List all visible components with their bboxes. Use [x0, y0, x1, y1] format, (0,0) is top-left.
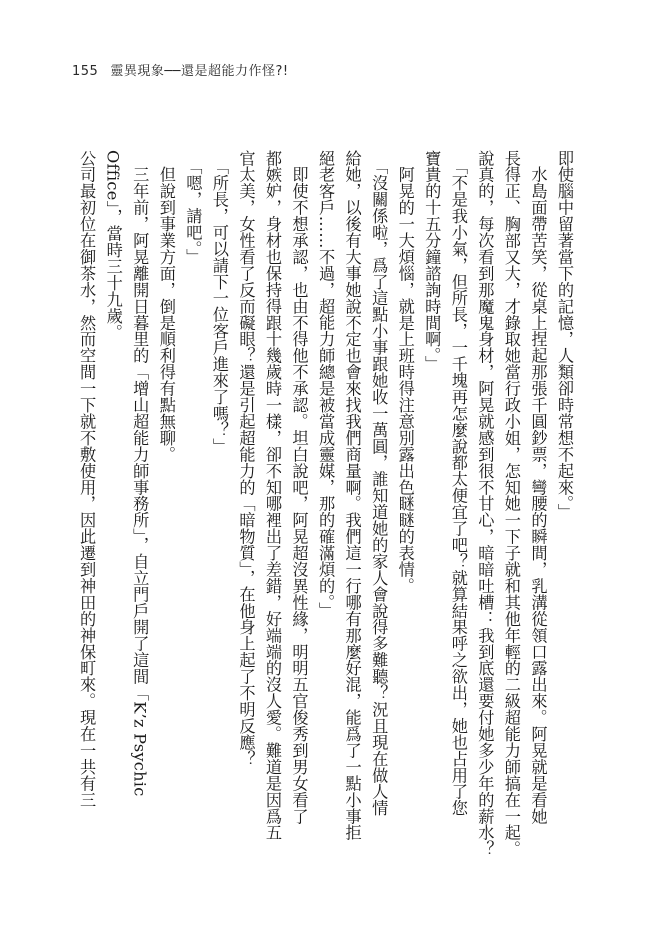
running-title: 靈異現象──還是超能力作怪?!: [110, 64, 289, 79]
text-line: 「所長，可以請下一位客戶進來了嗎？」: [209, 150, 229, 455]
text-line: 長得正、胸部又大，才錄取她當行政小姐，怎知她一下子就和其他年輕的二級超能力師搞在一起。: [501, 150, 521, 858]
text-line: 絕老客戶……不過，超能力師總是被當成靈媒，那的確滿煩的。」: [316, 150, 336, 619]
text-line: 都嫉妒，身材也保持得跟十幾歲時一樣，卻不知哪裡出了差錯，好端端的沒人愛。難道是因爲五: [262, 150, 282, 841]
text-line: 但說到事業方面，倒是順利得有點無聊。: [156, 150, 176, 463]
text-line: 即使腦中留著當下的記憶，人類卻時常想不起來。」: [555, 150, 574, 521]
text-line: 給她，以後有大事她說不定也會來找我們商量啊。我們這一行哪有那麼好混，能爲了一點小事拒: [342, 150, 362, 841]
text-line: 公司最初位在御茶水，然而空間一下就不敷使用，因此遷到神田的神保町來。現在一共有三: [77, 150, 97, 808]
body-text: [73, 150, 577, 858]
page-number: 155: [72, 64, 99, 79]
text-line: 官太美，女性看了反而礙眼？還是引起超能力的「暗物質」，在他身上起了不明反應？: [236, 150, 256, 767]
text-line: 水島面帶苦笑，從桌上捏起那張千圓鈔票，彎腰的瞬間，乳溝從領口露出來。阿晃就是看她: [528, 150, 548, 825]
text-line: 寶貴的十五分鐘諮詢時間啊。」: [422, 150, 442, 373]
text-line: 三年前，阿晃離開日暮里的「增山超能力師事務所」，自立門戶開了這間「K’z Psychic: [130, 150, 150, 797]
text-line: 「沒關係啦，爲了這點小事跟她收一萬圓，誰知道她的家人會說得多難聽？況且現在做人情: [369, 150, 389, 817]
text-line: 即使不想承認，也由不得他不承認。坦白說吧，阿晃超沒異性緣，明明五官俊秀到男女看了: [289, 150, 309, 825]
text-line: 「嗯，請吧。」: [183, 150, 203, 266]
text-line: 說真的，每次看到那魔鬼身材，阿晃就感到很不甘心，暗暗吐槽：我到底還要付她多少年的薪水？: [475, 150, 495, 858]
text-line: 「不是我小氣，但所長，一千塊再怎麼說都太便宜了吧？就算結果呼之欲出，她也占用了您: [448, 150, 468, 817]
text-line: 阿晃的一大煩惱，就是上班時得注意別露出色瞇瞇的表情。: [395, 150, 415, 595]
text-line: Office」，當時三十九歲。: [103, 150, 123, 341]
page-header: [72, 60, 289, 80]
